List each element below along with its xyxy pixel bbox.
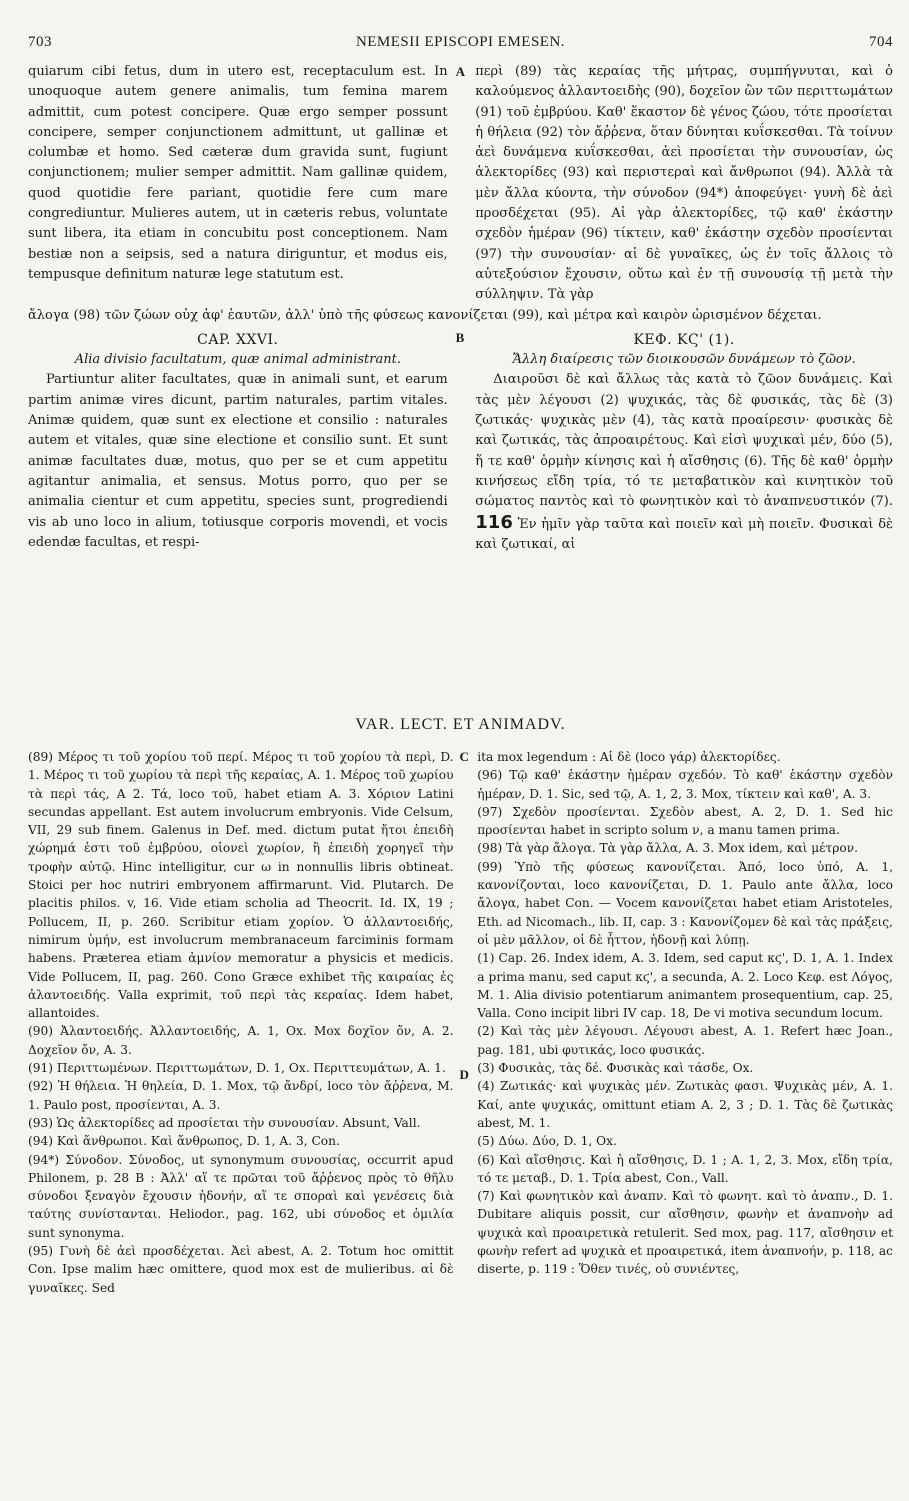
greek-chapter-text (475, 370, 893, 555)
note-item: (5) Δύω. Δύο, D. 1, Ox. (477, 1134, 617, 1149)
note-item: (4) Ζωτικάς· καὶ ψυχικὰς μέν. Ζωτικὰς φασι. Ψυχικὰς μέν, A. 1. Καί, ante ψυχικάς, omittunt etiam A. 2, 3 ; D. 1. Τὰς δὲ ζωτικὰς abest, M. 1. (477, 1079, 893, 1130)
greek-chapter-title: ΚΕΦ. ΚϚ' (1). (633, 331, 735, 348)
margin-marker-d: D (459, 1067, 469, 1082)
greek-chapter-text-a: Διαιροῦσι δὲ καὶ ἄλλως τὰς κατὰ τὸ ζῶον δυνάμεις. Καὶ τὰς μὲν λέγουσι (2) ψυχικάς, τὰς δὲ φυσικάς, τὰς δὲ (3) ζωτικάς· ψυχικὰς μὲν (4), τὰς κατὰ προαίρεσιν· φυσικὰς δὲ καὶ ζωτικάς, τὰς ἀπροαιρέτους. Καὶ εἰσὶ ψυχικαὶ μέν, δύο (5), ἥ τε καθ' ὁρμὴν κίνησις καὶ ἡ αἴσθησις (6). Τῆς δὲ καθ' ὁρμὴν κινήσεως εἴδη τρία, τό τε μεταβατικὸν καὶ κινητικὸν τοῦ σώματος παντὸς καὶ τὸ φωνητικὸν καὶ τὸ ἀναπνευστικόν (7). (475, 372, 893, 510)
notes-columns (28, 748, 893, 1297)
latin-chapter-title: CAP. XXVI. (197, 331, 279, 348)
page-number-left: 703 (28, 34, 52, 50)
greek-continuation: ἄλογα (98) τῶν ζώων οὐχ ἀφ' ἑαυτῶν, ἀλλ' ὑπὸ τῆς φύσεως κανονίζεται (99), καὶ μέτρα καὶ καιρὸν ὡρισμένον δέχεται. (28, 307, 822, 323)
greek-paragraph: περὶ (89) τὰς κεραίας τῆς μήτρας, συμπήγνυται, καὶ ὁ καλούμενος ἀλλαντοειδὴς (90), δοχεῖον ὢν τῶν περιττωμάτων (91) τοῦ ἐμβρύου. Καθ' ἕκαστον δὲ γένος ζώου, τότε προσίεται ἡ θήλεια (92) τὸν ἄῤῥενα, ὅταν δύνηται κυΐσκεσθαι. Τὰ τοίνυν ἀεὶ δυνάμενα κυΐσκεσθαι, ἀεὶ προσίεται τὴν συνουσίαν, ὡς ἀλεκτορίδες (93) καὶ περιστεραὶ καὶ ἄνθρωποι (94). Ἀλλὰ τὰ μὲν ἄλλα κύοντα, τὴν σύνοδον (94*) ἀποφεύγει· γυνὴ δὲ ἀεὶ προσδέχεται (95). Αἱ γὰρ ἀλεκτορίδες, τῷ καθ' ἑκάστην σχεδὸν ἡμέραν (96) τίκτειν, καθ' ἑκάστην σχεδὸν προσίενται (97) τὴν συνουσίαν· αἱ δὲ γυναῖκες, ὡς ἐν τοῖς ἄλλοις τὸ αὐτεξούσιον ἔχουσιν, οὕτω καὶ ἐν τῇ συνουσίᾳ τῇ μετὰ τὴν σύλληψιν. Τὰ γὰρ (475, 64, 893, 303)
main-text (28, 62, 893, 555)
note-item: (93) Ὡς ἀλεκτορίδες ad προσίεται τὴν συνουσίαν. Absunt, Vall. (28, 1115, 421, 1130)
note-item: (6) Καὶ αἴσθησις. Καὶ ἡ αἴσθησις, D. 1 ; A. 1, 2, 3. Mox, εἴδη τρία, τό τε μεταβ., D. 1. Τρία abest, Con., Vall. (477, 1152, 893, 1185)
notes-right-column (473, 748, 893, 1297)
variant-notes (28, 748, 893, 1297)
latin-column (28, 62, 456, 306)
notes-left-column (28, 748, 460, 1297)
note-item: (98) Τὰ γὰρ ἄλογα. Τὰ γὰρ ἄλλα, A. 3. Mox idem, καὶ μέτρον. (477, 841, 858, 856)
note-item: (3) Φυσικὰς, τὰς δέ. Φυσικὰς καὶ τάσδε, Ox. (477, 1061, 754, 1076)
note-item: (94) Καὶ ἄνθρωποι. Καὶ ἄνθρωπος, D. 1, A. 3, Con. (28, 1134, 340, 1149)
note-item: (94*) Σύνοδον. Σύνοδος, ut synonymum συνουσίας, occurrit apud Philonem, p. 28 B : Ἀλλ' αἵ τε πρῶται τοῦ ἄῤῥενος πρὸς τὸ θῆλυ σύνοδοι ξεναγὸν ἔχουσιν ἡδονήν, αἵ τε σποραὶ καὶ γενέσεις διὰ ταύτης συνίστανται. Heliodor., pag. 162, ubi σύνοδος et ὁμιλία sunt synonyma. (28, 1152, 454, 1240)
margin-marker-b: B (455, 329, 465, 345)
running-header (28, 34, 893, 56)
parallel-columns-chapter (28, 328, 893, 555)
notes-heading: VAR. LECT. ET ANIMADV. (355, 716, 566, 733)
margin-marker-a: A (455, 64, 466, 79)
note-item: (99) Ὑπὸ τῆς φύσεως κανονίζεται. Ἀπό, loco ὑπό, A. 1, κανονίζονται, loco κανονίζεται, D. 1. Paulo ante ἄλλα, loco ἄλογα, habet Con. — Vocem κανονίζεται habet etiam Aristoteles, Eth. ad Nicomach., lib. II, cap. 3 : Κανονίζομεν δὲ καὶ τὰς πράξεις, οἱ μὲν μᾶλλον, οἱ δὲ ἧττον, ἡδονῇ καὶ λύπῃ. (477, 859, 893, 947)
note-item: (90) Ἀλαντοειδής. Ἀλλαντοειδής, A. 1, Ox. Mox δοχῖον ὄν, A. 2. Δοχεῖον ὄν, A. 3. (28, 1024, 454, 1057)
margin-markers-cd (460, 748, 474, 1297)
greek-chapter-text-b: Ἐν ἡμῖν γὰρ ταῦτα καὶ ποιεῖν καὶ μὴ ποιεῖν. Φυσικαὶ δὲ καὶ ζωτικαί, αἱ (475, 516, 894, 552)
latin-chapter-subtitle: Alia divisio facultatum, quæ animal administrant. (74, 352, 401, 368)
greek-chapter-column (469, 328, 893, 555)
note-item: ita mox legendum : Αἱ δὲ (loco γάρ) ἀλεκτορίδες. (477, 750, 781, 764)
section-number: 116 (475, 511, 513, 533)
latin-chapter-text: Partiuntur aliter facultates, quæ in animali sunt, et earum partim animæ vires dicunt, partim naturales, partim vitales. Animæ quidem, quæ sunt ex electione et consilio : naturales autem et vitales, quæ sine electione et consilio sunt. Et sunt animæ facultates duæ, motus, quo per se et cum appetitu agitantur animalia, et sensus. Motus porro, quo per se animalia cientur et cum appetitu, species sunt, progrediendi vis ab uno loco in alium, totiusque corporis movendi, et vocis edendæ facultas, et respi- (28, 372, 448, 550)
note-item: (97) Σχεδὸν προσίενται. Σχεδὸν abest, A. 2, D. 1. Sed hic προσίενται habet in scripto solum ν, a manu tamen prima. (477, 804, 893, 838)
note-item: (1) Cap. 26. Index idem, A. 3. Idem, sed caput κϛ', D. 1, A. 1. Index a prima manu, sed caput κϛ', a secunda, A. 2. Loco Κεφ. est Λόγος, M. 1. Alia divisio potentiarum animantem prosequentium, cap. 25, Valla. Cono incipit libri IV cap. 18, De vi motiva secundum locum. (477, 951, 893, 1021)
note-item: (92) Ἡ θήλεια. Ἡ θηλεία, D. 1. Mox, τῷ ἄνδρί, loco τὸν ἄῤῥενα, M. 1. Paulo post, προσίενται, A. 3. (28, 1079, 454, 1112)
note-item: (96) Τῷ καθ' ἑκάστην ἡμέραν σχεδόν. Τὸ καθ' ἑκάστην σχεδὸν ἡμέραν, D. 1. Sic, sed τῷ, A. 1, 2, 3. Mox, τίκτειν καὶ καθ', A. 3. (477, 768, 893, 801)
note-item: (7) Καὶ φωνητικὸν καὶ ἀναπν. Καὶ τὸ φωνητ. καὶ τὸ ἀναπν., D. 1. Dubitare aliquis possit, cur αἴσθησιν, φωνὴν et ἀναπνοὴν ad ψυχικὰ καὶ προαιρετικὰ retulerit. Sed mox, pag. 117, αἴσθησιν et φωνὴν refert ad ψυχικὰ et προαιρετικά, item ἀναπνοήν, p. 118, ac diserte, p. 119 : Ὅθεν τινές, οὐ συνιέντες, (477, 1189, 893, 1277)
note-item: (2) Καὶ τὰς μὲν λέγουσι. Λέγουσι abest, A. 1. Refert hæc Joan., pag. 181, ubi φυτικάς, loco φυσικάς. (477, 1024, 893, 1057)
parallel-columns-top (28, 62, 893, 306)
note-item: (95) Γυνὴ δὲ ἀεὶ προσδέχεται. Ἀεὶ abest, A. 2. Totum hoc omittit Con. Ipse malim hæc omittere, quod mox est de mulieribus. αἱ δὲ γυναῖκες. Sed (28, 1244, 454, 1295)
latin-paragraph: quiarum cibi fetus, dum in utero est, receptaculum est. In unoquoque autem genere animalis, tum femina marem admittit, cum potest concipere. Quæ ergo semper possunt concipere, semper conjunctionem admittunt, ut gallinæ et columbæ et homo. Sed cæteræ dum gravida sunt, fugiunt conjunctionem; mulier semper admittit. Nam gallinæ quidem, quod quotidie fere pariant, quotidie fere cum mare congrediuntur. Mulieres autem, ut in cæteris rebus, voluntate sunt libera, ita etiam in concubitu post conceptionem. Nam bestiæ non a seipsis, sed a natura diriguntur, et modus eis, tempusque definitum naturæ lege statutum est. (28, 64, 448, 282)
latin-chapter-column (28, 328, 456, 555)
note-item: (91) Περιττωμένων. Περιττωμάτων, D. 1, Ox. Περιττευμάτων, A. 1. (28, 1061, 446, 1076)
note-item: (89) Μέρος τι τοῦ χορίου τοῦ περί. Μέρος τι τοῦ χορίου τὰ περὶ, D. 1. Μέρος τι τοῦ χωρίου τὰ περὶ τῆς κεραίας, A. 1. Μέρος τοῦ χωρίου τὰ περὶ τάς, A 2. Τά, loco τοῦ, habet etiam A. 3. Χόριον Latini secundas appellant. Est autem involucrum embryonis. Vide Celsum, VII, 29 sub finem. Galenus in Def. med. dictum putat ἤτοι ἐπειδὴ χώρημά ἐστι τοῦ ἐμβρύου, οἱονεὶ χωρίον, ἢ ἐπειδὴ χορηγεῖ τὴν τροφὴν αὐτῷ. Hinc intelligitur, cur ω in nonnullis libris obtineat. Stoici per hoc nutriri embryonem affirmarunt. Vid. Plutarch. De placitis philos. v, 16. Vide etiam scholia ad Theocrit. Id. IX, 19 ; Pollucem, II, p. 260. Scribitur etiam χορίον. Ὁ ἀλλαντοειδής, nimirum ὑμήν, est involucrum membranaceum farciminis formam habens. Præterea etiam ἀμνίον memoratur a physicis et medicis. Vide Pollucem, II, pag. 260. Cono Græce exhibet τῆς καιραίας ἐς ἀλαντοειδής. Valla exprimit, τοῦ περὶ τὰς κεραίας. Idem habet, allantoides. (28, 750, 454, 1021)
running-title: NEMESII EPISCOPI EMESEN. (355, 34, 566, 50)
greek-chapter-subtitle: Ἄλλη διαίρεσις τῶν διοικουσῶν δυνάμεων τὸ ζῶον. (512, 352, 856, 368)
margin-marker-c: C (459, 749, 469, 764)
greek-column (469, 62, 893, 306)
page-number-right: 704 (869, 34, 893, 50)
